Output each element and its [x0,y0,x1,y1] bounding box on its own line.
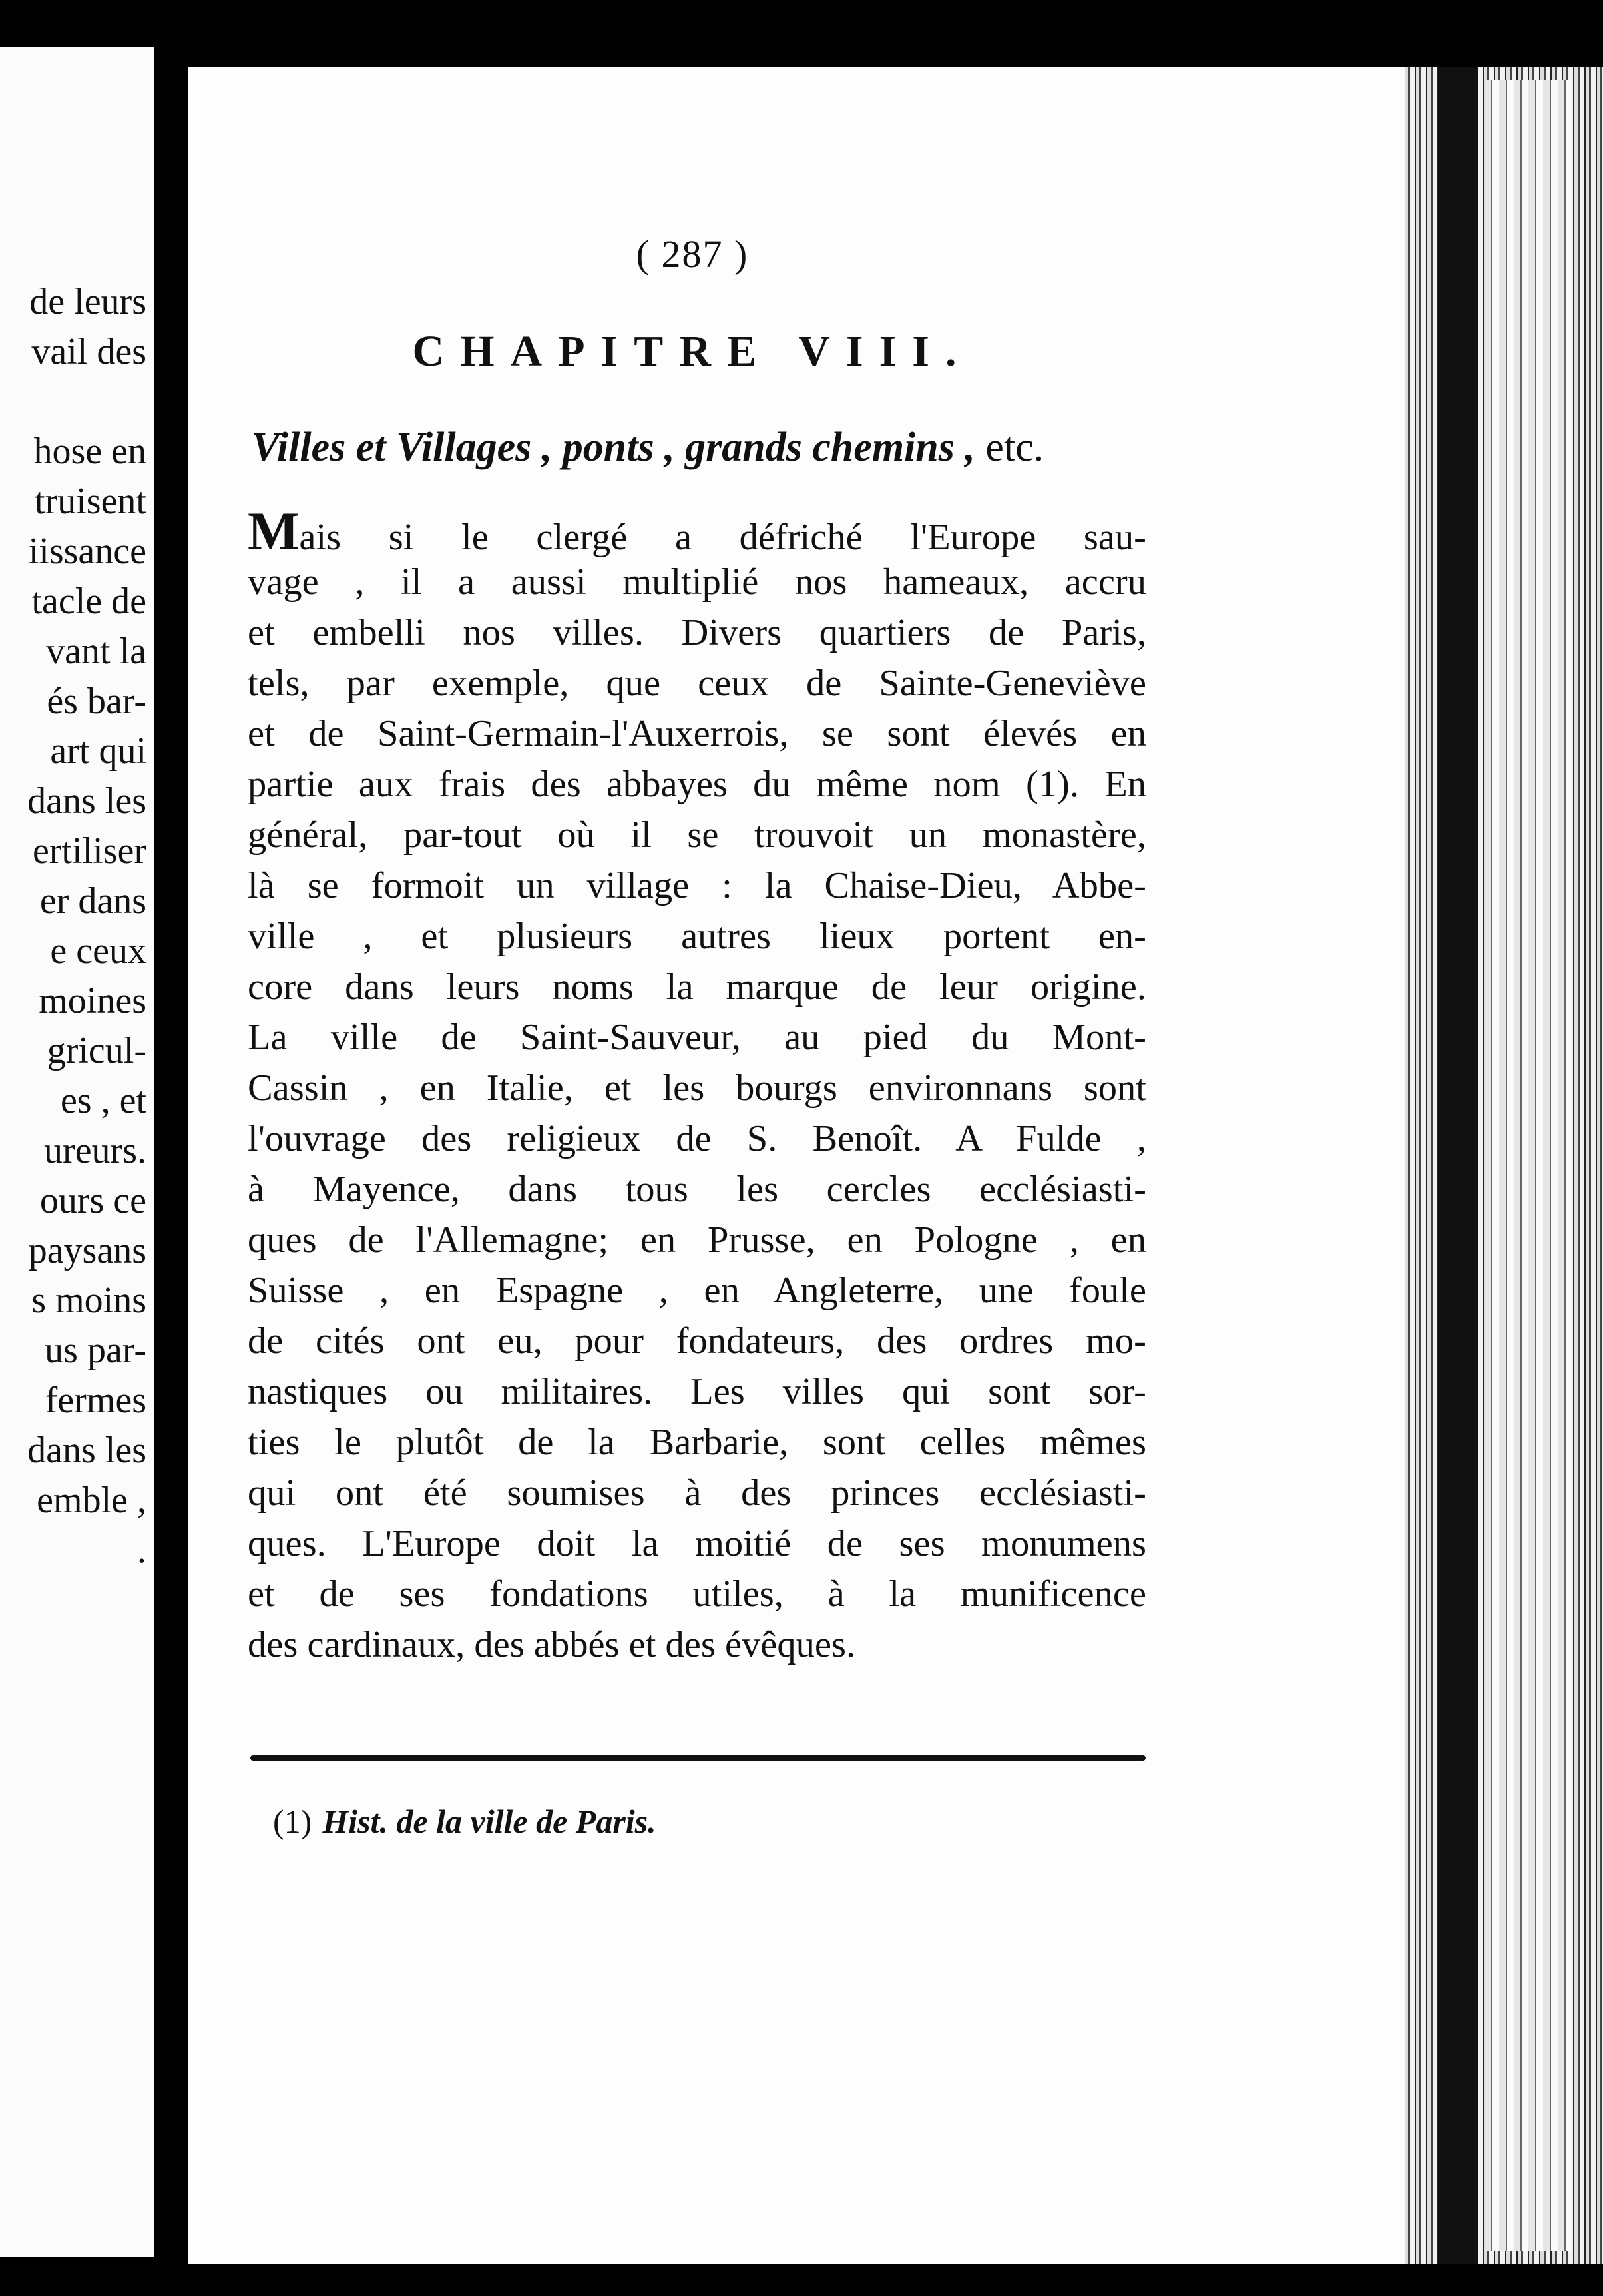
facing-line: de leurs [29,281,146,322]
footnote-rule [250,1755,1146,1761]
text-line: l'ouvrage des religieux de S. Benoît. A Fulde , [248,1118,1146,1159]
facing-line: er dans [39,880,146,922]
footnote-text: Hist. de la ville de Paris. [322,1803,656,1840]
subtitle-etc: etc. [985,425,1044,470]
text-line: qui ont été soumises à des princes ecclésiasti- [248,1472,1146,1514]
facing-line: emble , [37,1480,146,1521]
facing-line: truisent [35,481,146,522]
text-line: vage , il a aussi multiplié nos hameaux, accru [248,561,1146,603]
facing-line: paysans [28,1230,146,1271]
facing-line: us par- [45,1330,146,1371]
facing-line: tacle de [31,581,146,622]
text-line: ville , et plusieurs autres lieux portent en- [248,916,1146,957]
subtitle-italic: Villes et Villages , ponts , grands chemins , [252,425,975,470]
book-spine-shadow [1438,67,1478,2264]
facing-line: vant la [46,631,146,672]
facing-line: vail des [31,331,146,372]
text-line: et de Saint-Germain-l'Auxerrois, se sont élevés en [248,713,1146,754]
text-line: ques de l'Allemagne; en Prusse, en Pologne , en [248,1219,1146,1261]
facing-line: . [137,1530,146,1571]
page-number: ( 287 ) [636,232,749,276]
body-text [248,501,1146,1670]
facing-page-text [0,277,146,1576]
text-line: tels, par exemple, que ceux de Sainte-Geneviève [248,663,1146,704]
text-line: nastiques ou militaires. Les villes qui sont sor- [248,1371,1146,1412]
facing-line: art qui [50,730,146,772]
facing-line: hose en [33,431,146,472]
text-line: partie aux frais des abbayes du même nom (1). En [248,764,1146,805]
facing-line: e ceux [50,930,146,972]
facing-line: moines [39,980,146,1021]
text-line: Cassin , en Italie, et les bourgs environnans sont [248,1067,1146,1109]
text-line-rest: ais si le clergé a défriché l'Europe sau- [299,517,1146,558]
text-line: des cardinaux, des abbés et des évêques. [248,1624,856,1665]
footnote [273,1802,656,1841]
facing-line: es , et [60,1080,146,1121]
facing-line: és bar- [47,681,146,722]
text-line: et de ses fondations utiles, à la munificence [248,1574,1146,1615]
text-line: La ville de Saint-Sauveur, au pied du Mont- [248,1017,1146,1058]
facing-line: gricul- [47,1030,146,1071]
text-line: et embelli nos villes. Divers quartiers de Paris, [248,612,1146,653]
facing-page-fragment [0,47,154,2257]
page-edges [1485,80,1571,2251]
facing-line: ureurs. [44,1130,146,1171]
facing-line: iissance [28,531,146,572]
text-line: de cités ont eu, pour fondateurs, des ordres mo- [248,1320,1146,1362]
text-line: à Mayence, dans tous les cercles ecclésiasti- [248,1169,1146,1210]
facing-line: ertiliser [32,830,146,872]
facing-line: dans les [27,780,146,822]
chapter-title: CHAPITRE VIII. [412,327,973,376]
facing-line: s moins [31,1280,146,1321]
text-line: Suisse , en Espagne , en Angleterre, une foule [248,1270,1146,1311]
drop-cap: M [248,501,300,561]
text-line: ques. L'Europe doit la moitié de ses monumens [248,1523,1146,1564]
chapter-subtitle [252,424,1150,471]
text-line: général, par-tout où il se trouvoit un monastère, [248,814,1146,856]
text-line: là se formoit un village : la Chaise-Dieu, Abbe- [248,865,1146,906]
text-line: core dans leurs noms la marque de leur origine. [248,966,1146,1007]
facing-line: fermes [45,1380,146,1421]
facing-line: dans les [27,1430,146,1471]
footnote-mark: (1) [273,1803,312,1840]
facing-line: ours ce [39,1180,146,1221]
text-line [248,501,1146,561]
facing-line [0,377,146,427]
text-line: ties le plutôt de la Barbarie, sont celles mêmes [248,1422,1146,1463]
